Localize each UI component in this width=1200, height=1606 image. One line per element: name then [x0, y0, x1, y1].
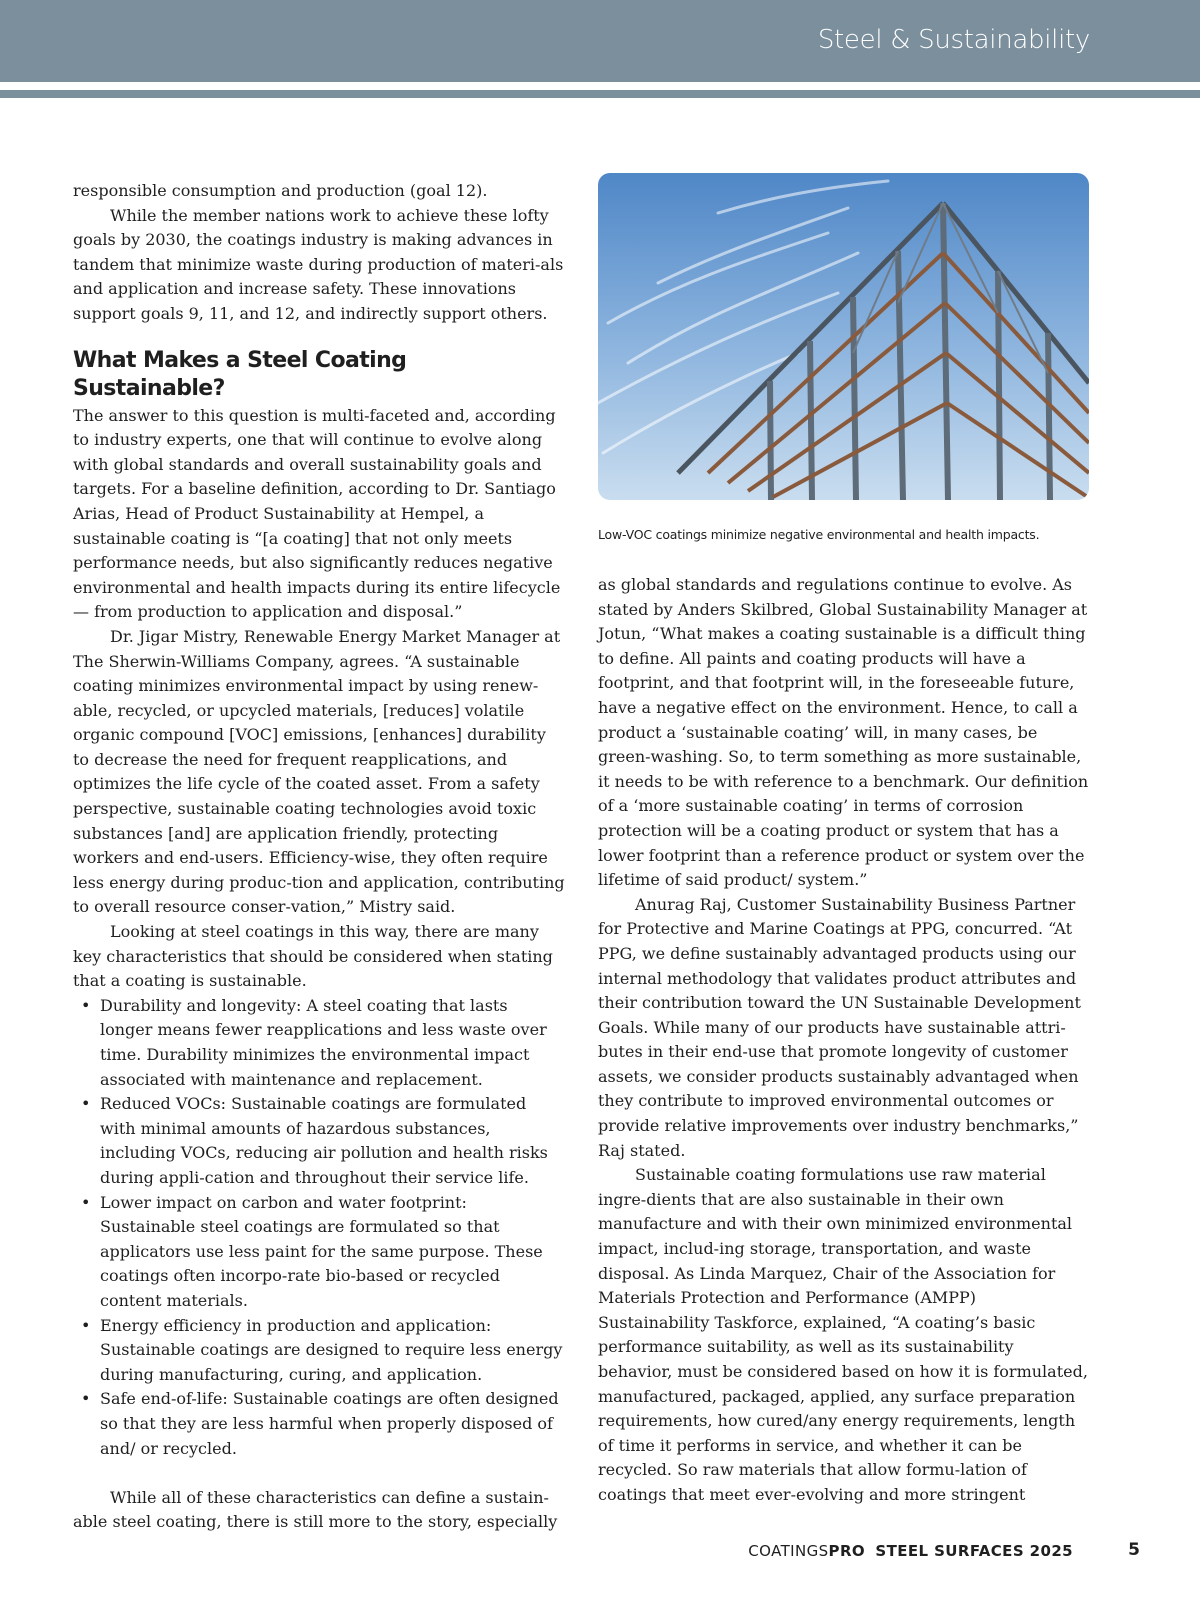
section-title: Steel & Sustainability — [817, 25, 1090, 55]
paragraph: The answer to this question is multi-faceted and, according to industry experts, one that will continue to evolve along with global standards and overall sustainability goals and targets. For a baseline definition, according to Dr. Santiago Arias, Head of Product Sustainability at Hempel, a sustainable coating is “[a coating] that not only meets performance needs, but also significantly reduces negative environmental and health impacts during its entire lifecycle — from production to application and disposal.” — [73, 405, 561, 622]
list-item: • Reduced VOCs: Sustainable coatings are formulated with minimal amounts of hazardous substances, including VOCs, reducing air pollution and health risks during appli-cation and throughout their service life. — [73, 1092, 565, 1190]
left-column — [73, 179, 565, 1535]
steel-frame-building-photo — [598, 173, 1089, 500]
list-item: • Durability and longevity: A steel coating that lasts longer means fewer reapplications and less waste over time. Durability minimizes the environmental impact associated with maintenance and replacement. — [73, 994, 565, 1092]
list-item: • Energy efficiency in production and application: Sustainable coatings are designed to require less energy during manufacturing, curing, and application. — [73, 1314, 565, 1388]
brand-light: COATINGS — [748, 1542, 829, 1560]
header-rule — [0, 90, 1200, 98]
paragraph: While the member nations work to achieve these lofty goals by 2030, the coatings industry is making advances in tandem that minimize waste during production of materi-als and application and increase safety. These innovations support goals 9, 11, and 12, and indirectly support others. — [73, 205, 564, 323]
photo-caption: Low-VOC coatings minimize negative environmental and health impacts. — [598, 527, 1040, 542]
brand-bold: PRO — [828, 1542, 866, 1560]
issue-title: STEEL SURFACES 2025 — [875, 1542, 1073, 1560]
paragraph: Anurag Raj, Customer Sustainability Business Partner for Protective and Marine Coatings at PPG, concurred. “At PPG, we define sustainably advantaged products using our internal methodology that validates product attributes and their contribution toward the UN Sustainable Development Goals. While many of our products have sustainable attri-butes in their end-use that promote longevity of customer assets, we consider products sustainably advantaged when they contribute to improved environmental outcomes or provide relative improvements over industry benchmarks,” Raj stated. — [598, 894, 1081, 1160]
right-column — [598, 573, 1090, 1508]
paragraph: responsible consumption and production (goal 12). — [73, 181, 488, 200]
paragraph: Dr. Jigar Mistry, Renewable Energy Market Manager at The Sherwin-Williams Company, agrees. “A sustainable coating minimizes environmental impact by using renew-able, recycled, or upcycled materials, [reduces] volatile organic compound [VOC] emissions, [enhances] durability to decrease the need for frequent reapplications, and optimizes the life cycle of the coated asset. From a safety perspective, sustainable coating technologies avoid toxic substances [and] are application friendly, protecting workers and end-users. Efficiency-wise, they often require less energy during produc-tion and application, contributing to overall resource conser-vation,” Mistry said. — [73, 626, 565, 917]
paragraph: While all of these characteristics can define a sustain-able steel coating, there is still more to the story, especially — [73, 1487, 558, 1532]
page-number: 5 — [1128, 1540, 1140, 1560]
section-heading: What Makes a Steel Coating Sustainable? — [73, 347, 407, 401]
list-item: • Lower impact on carbon and water footprint: Sustainable steel coatings are formulated so that applicators use less paint for the same purpose. These coatings often incorpo-rate bio-based or recycled content materials. — [73, 1191, 565, 1314]
list-item: • Safe end-of-life: Sustainable coatings are often designed so that they are less harmful when properly disposed of and/ or recycled. — [73, 1387, 565, 1461]
footer-brand — [748, 1542, 1073, 1560]
characteristics-list — [73, 994, 565, 1461]
header-band — [0, 0, 1200, 82]
paragraph: Sustainable coating formulations use raw material ingre-dients that are also sustainable in their own manufacture and with their own minimized environmental impact, includ-ing storage, transportation, and waste disposal. As Linda Marquez, Chair of the Association for Materials Protection and Performance (AMPP) Sustainability Taskforce, explained, “A coating’s basic performance suitability, as well as its sustainability behavior, must be considered based on how it is formulated, manufactured, packaged, applied, any surface preparation requirements, how cured/any energy requirements, length of time it performs in service, and whether it can be recycled. So raw materials that allow formu-lation of coatings that meet ever-evolving and more stringent — [598, 1165, 1088, 1504]
paragraph: as global standards and regulations continue to evolve. As stated by Anders Skilbred, Global Sustainability Manager at Jotun, “What makes a coating sustainable is a difficult thing to define. All paints and coating products will have a footprint, and that footprint will, in the foreseeable future, have a negative effect on the environment. Hence, to call a product a ‘sustainable coating’ will, in many cases, be green-washing. So, to term something as more sustainable, it needs to be with reference to a benchmark. Our definition of a ‘more sustainable coating’ in terms of corrosion protection will be a coating product or system that has a lower footprint than a reference product or system over the lifetime of said product/ system.” — [598, 575, 1089, 890]
paragraph: Looking at steel coatings in this way, there are many key characteristics that should be considered when stating that a coating is sustainable. — [73, 922, 553, 991]
